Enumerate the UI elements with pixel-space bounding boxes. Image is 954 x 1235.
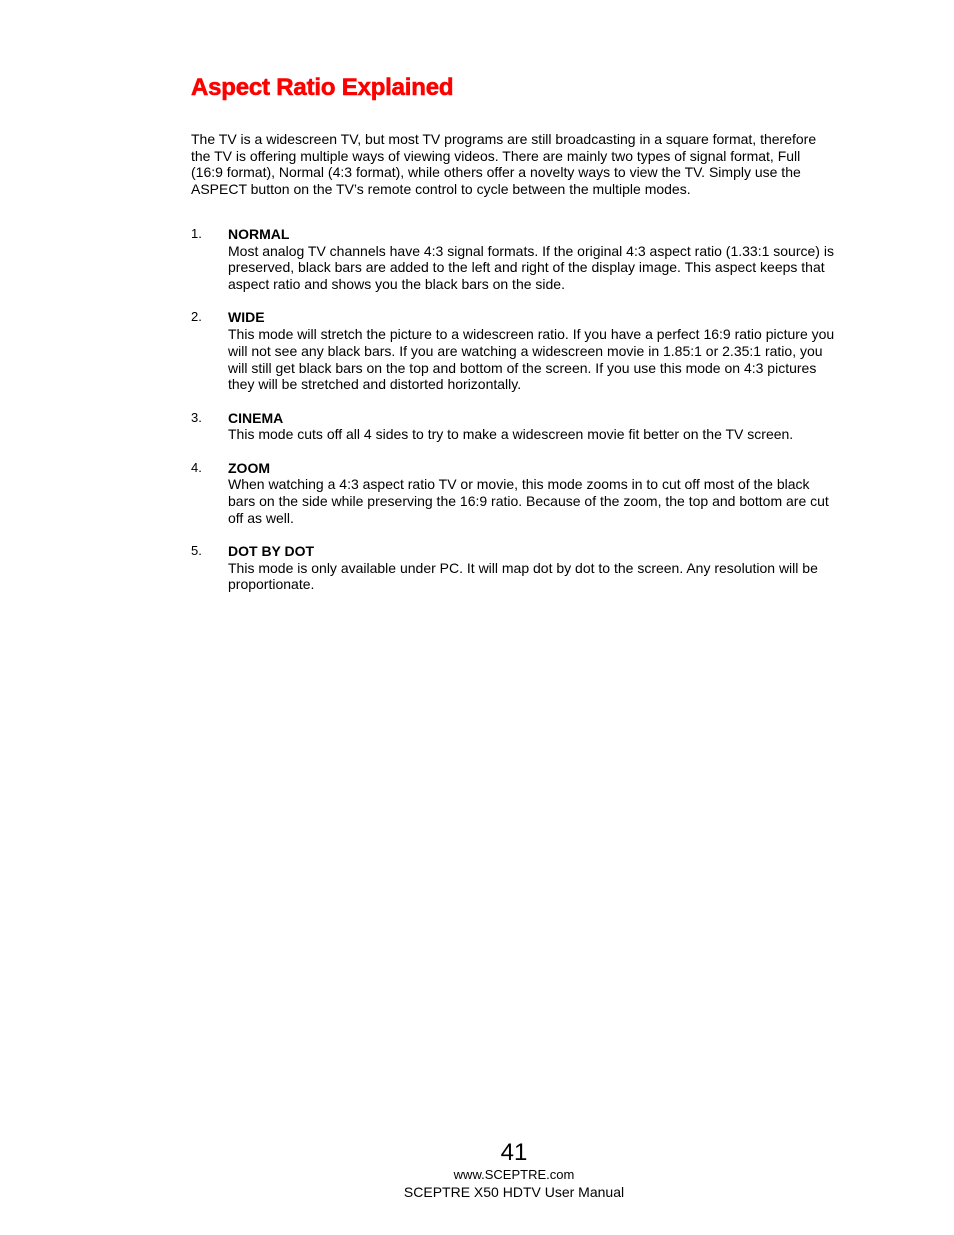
mode-description-normal: Most analog TV channels have 4:3 signal formats. If the original 4:3 aspect ratio (1.33:1 source) is preserved, black bars are added to the left and right of the display image. This aspect keeps that aspect ratio and shows you the black bars on the side. xyxy=(228,242,834,293)
list-item-number: 2. xyxy=(191,309,202,325)
list-item-number: 3. xyxy=(191,409,202,425)
list-item-dot-by-dot xyxy=(191,543,836,593)
list-item-number: 1. xyxy=(191,226,202,241)
mode-name-wide: WIDE xyxy=(228,309,265,326)
mode-description-wide: This mode will stretch the picture to a widescreen ratio. If you have a perfect 16:9 ratio picture you will not see any black bars. If you are watching a widescreen movie in 1.85:1 or 2.35:1 ratio, you will still get black bars on the top and bottom of the screen. If you use this mode on 4:3 pictures they will be stretched and distorted horizontally. xyxy=(228,326,835,393)
mode-name-zoom: ZOOM xyxy=(228,459,270,476)
footer-manual-title: SCEPTRE X50 HDTV User Manual xyxy=(403,1184,625,1200)
aspect-mode-list xyxy=(191,226,836,610)
list-item-normal xyxy=(191,226,836,293)
list-item-number: 5. xyxy=(191,542,202,558)
list-item-cinema xyxy=(191,410,836,443)
list-item-zoom xyxy=(191,460,836,527)
mode-name-normal: NORMAL xyxy=(228,226,290,242)
intro-paragraph: The TV is a widescreen TV, but most TV programs are still broadcasting in a square format, therefore the TV is offering multiple ways of viewing videos. There are mainly two types of signal format, Full (16:9 format), Normal (4:3 format), while others offer a novelty ways to view the TV. Simply use the ASPECT button on the TV’s remote control to cycle between the multiple modes. xyxy=(191,131,817,198)
page-number: 41 xyxy=(500,1139,528,1166)
mode-description-zoom: When watching a 4:3 aspect ratio TV or movie, this mode zooms in to cut off most of the black bars on the side while preserving the 16:9 ratio. Because of the zoom, the top and bottom are cut off as well. xyxy=(228,476,829,526)
mode-description-dot-by-dot: This mode is only available under PC. It will map dot by dot to the screen. Any resolution will be proportionate. xyxy=(228,559,818,593)
page-title: Aspect Ratio Explained xyxy=(191,74,454,101)
mode-name-cinema: CINEMA xyxy=(228,409,284,426)
mode-name-dot-by-dot: DOT BY DOT xyxy=(228,542,315,559)
footer-url: www.SCEPTRE.com xyxy=(453,1167,575,1182)
list-item-wide xyxy=(191,309,836,393)
list-item-number: 4. xyxy=(191,459,202,475)
mode-description-cinema: This mode cuts off all 4 sides to try to make a widescreen movie fit better on the TV screen. xyxy=(228,426,794,443)
